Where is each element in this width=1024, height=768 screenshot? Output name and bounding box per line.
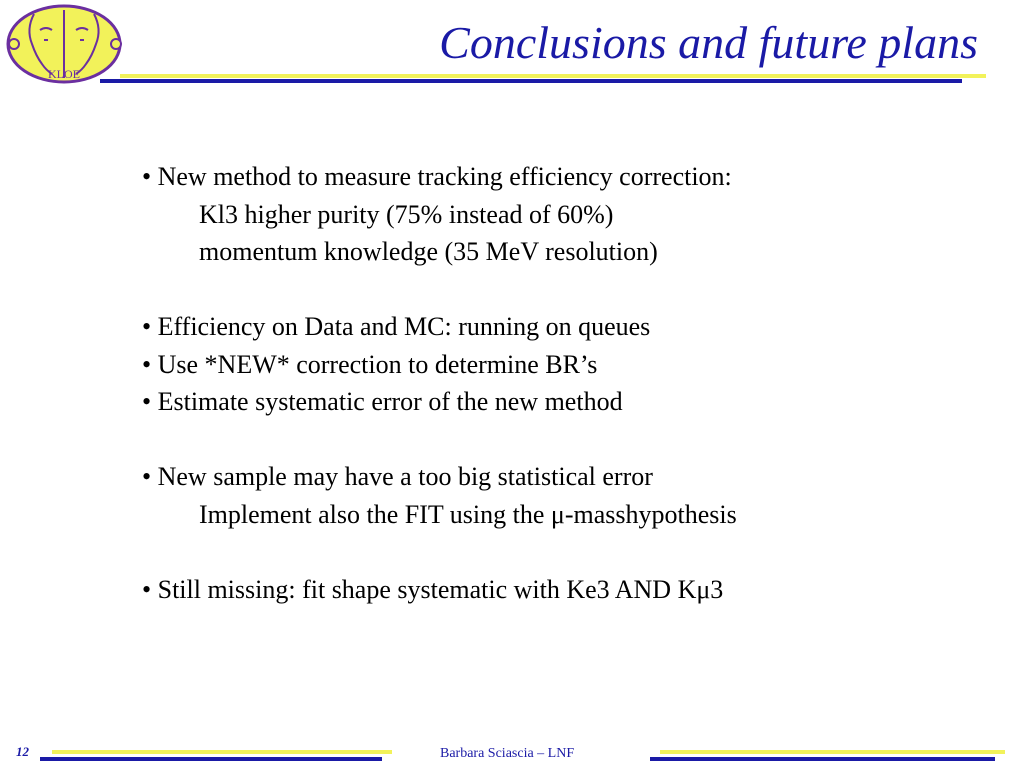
bullet-line: • Still missing: fit shape systematic with Ke3 AND Kμ3 <box>142 574 724 604</box>
footer-author: Barbara Sciascia – LNF <box>440 746 575 761</box>
footer-rule-yellow-left <box>52 750 392 754</box>
bullet-line: • Use *NEW* correction to determine BR’s <box>142 349 598 379</box>
logo-text: KLOE <box>48 67 80 81</box>
footer-rule-blue-left <box>40 757 382 761</box>
bullet-line: • Estimate systematic error of the new method <box>142 387 623 416</box>
sub-bullet-line: Implement also the FIT using the μ-masshypothesis <box>199 499 737 529</box>
bullet-line: • New method to measure tracking efficiency correction: <box>142 162 732 191</box>
kloe-logo-icon <box>4 4 128 86</box>
title-underline-yellow <box>120 74 986 78</box>
spacer <box>142 533 1002 571</box>
spacer <box>142 271 1002 309</box>
sub-bullet-line: momentum knowledge (35 MeV resolution) <box>199 237 658 266</box>
bullet-line: • New sample may have a too big statistical error <box>142 462 653 491</box>
page-number: 12 <box>16 744 29 759</box>
spacer <box>142 421 1002 459</box>
footer-rule-blue-right <box>650 757 995 761</box>
slide-title: Conclusions and future plans <box>439 17 978 68</box>
bullet-line: • Efficiency on Data and MC: running on queues <box>142 312 651 341</box>
title-underline-blue <box>100 79 962 83</box>
footer-rule-yellow-right <box>660 750 1005 754</box>
slide-body <box>142 158 1002 608</box>
sub-bullet-line: Kl3 higher purity (75% instead of 60%) <box>199 199 614 229</box>
